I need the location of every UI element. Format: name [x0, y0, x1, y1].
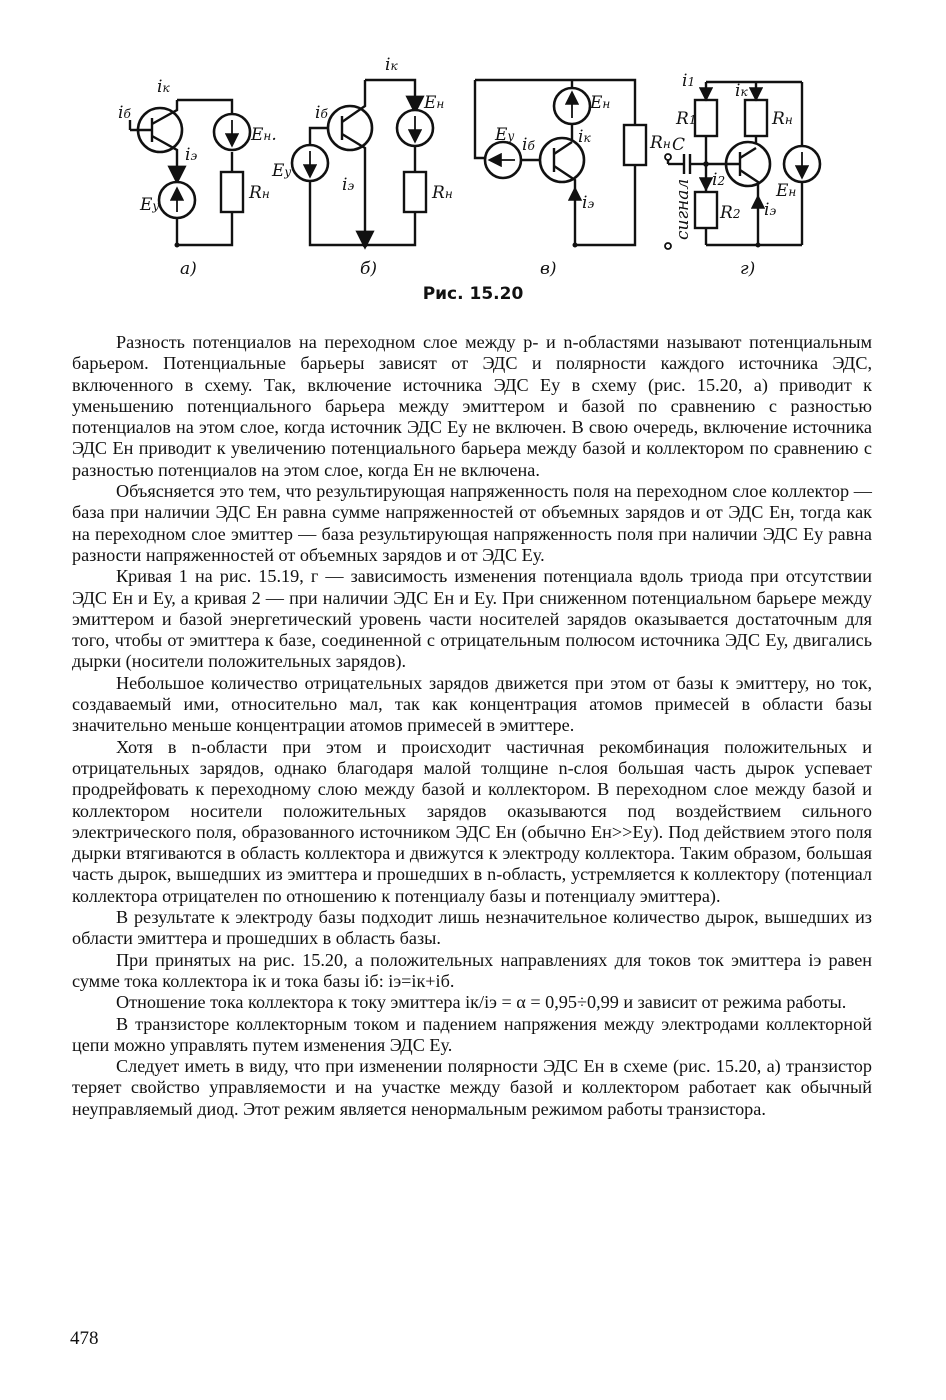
figure-15-20-circuits — [0, 0, 946, 290]
label-ik: iк — [385, 55, 398, 75]
paragraph: В результате к электроду базы подходит лишь незначительное количество дырок, вышедших из области эмиттера и прошедших в область базы. — [72, 907, 872, 949]
paragraph: Отношение тока коллектора к току эмиттера iк/iэ = α = 0,95÷0,99 и зависит от режима работы. — [116, 992, 847, 1013]
label-en: Eн — [590, 93, 611, 113]
label-en: Eн. — [251, 125, 277, 145]
panel-label-b: б) — [360, 259, 378, 279]
paragraph: Хотя в n-области при этом и происходит частичная рекомбинация положительных и отрицательных зарядов, однако благодаря малой толщине n-слоя большая часть дырок успевает продрейфовать к переходному слою между базой и коллектором. В переходном слое между базой и коллектором носители положительных зарядов оказываются под воздействием сильного электрического поля, образованного источником ЭДС Eн (обычно Eн>>Eу). Под действием этого поля дырки втягиваются в область коллектора и движутся к электроду коллектора. Таким образом, большая часть дырок, вышедших из эмиттера и прошедших в n-область, устремляется к коллектору (потенциал коллектора отрицателен по отношению к потенциалу базы и потенциалу эмиттера). — [72, 736, 872, 906]
label-en: Eн — [424, 93, 445, 113]
label-ib: iб — [522, 135, 535, 155]
label-signal: сигнал — [673, 178, 693, 240]
circuit-b — [271, 55, 453, 279]
label-ib: iб — [315, 103, 328, 123]
paragraph: Следует иметь в виду, что при изменении полярности ЭДС Eн в схеме (рис. 15.20, а) транзистор теряет свойство управляемости и на участке между базой и коллектором работает как обычный неуправляемый диод. Этот режим является ненормальным режимом работы транзистора. — [72, 1056, 872, 1119]
label-ib: iб — [118, 103, 131, 123]
paragraph: Кривая 1 на рис. 15.19, г — зависимость изменения потенциала вдоль триода при отсутствии ЭДС Eн и Eу, а кривая 2 — при наличии ЭДС Eн и Eу. При сниженном потенциальном барьере между эмиттером и базой энергетический уровень части носителей зарядов оказывается достаточным для того, чтобы от эмиттера к базе, соединенной с отрицательным полюсом источника ЭДС Eу, двигались дырки (носители положительных зарядов). — [72, 566, 872, 672]
label-rn: Rн — [432, 183, 453, 203]
circuit-d — [665, 71, 820, 279]
label-ik: iк — [735, 81, 748, 101]
paragraph: Разность потенциалов на переходном слое между p- и n-областями называют потенциальным барьером. Потенциальные барьеры зависят от ЭДС и полярности каждого источника ЭДС, включенного в схему. Так, включение источника ЭДС Eу в схему (рис. 15.20, а) приводит к уменьшению потенциального барьера между эмиттером и базой по сравнению с разностью потенциалов на этом слое, когда источник ЭДС Eу не включен. В свою очередь, включение источника ЭДС Eн приводит к увеличению потенциального барьера между базой и коллектором по сравнению с разностью потенциалов на этом слое, когда Eн не включена. — [72, 332, 872, 480]
label-ie: iэ — [764, 200, 777, 220]
label-i2: i2 — [712, 170, 726, 190]
label-r1: R1 — [676, 109, 697, 129]
label-ey: Eу — [495, 125, 515, 145]
label-ie: iэ — [185, 145, 198, 165]
label-ey: Eу — [140, 195, 160, 215]
label-i1: i1 — [682, 71, 696, 91]
label-en: Eн — [776, 181, 797, 201]
label-ey: Eу — [272, 161, 292, 181]
panel-label-d: г) — [740, 259, 756, 279]
paragraph: При принятых на рис. 15.20, а положительных направлениях для токов ток эмиттера iэ равен сумме тока коллектора iк и тока базы iб: iэ=iк+iб. — [72, 949, 872, 991]
label-ie: iэ — [582, 193, 595, 213]
panel-label-c: в) — [540, 259, 557, 279]
paragraph: Небольшое количество отрицательных зарядов движется при этом от базы к эмиттеру, но ток, создаваемый ими, относительно мал, так как концентрация атомов примесей в области базы значительно меньше концентрации атомов примесей в эмиттере. — [72, 672, 872, 736]
panel-label-a: а) — [180, 259, 197, 279]
body-text — [72, 332, 872, 1120]
circuit-a — [118, 77, 277, 279]
paragraph: В транзисторе коллекторным током и падением напряжения между электродами коллекторной цепи можно управлять путем изменения ЭДС Eу. — [72, 1013, 872, 1055]
label-rn: Rн — [772, 109, 793, 129]
label-r2: R2 — [720, 203, 741, 223]
label-rn: Rн — [249, 183, 270, 203]
label-rn: Rн — [650, 133, 671, 153]
circuit-c — [475, 80, 671, 279]
label-ik: iк — [157, 77, 170, 97]
figure-caption: Рис. 15.20 — [422, 284, 524, 304]
paragraph: Объясняется это тем, что результирующая напряженность поля на переходном слое коллектор — база при наличии ЭДС Eн равна сумме напряженностей от объемных зарядов и от ЭДС Eн, тогда как на переходном слое эмиттер — база результирующая напряженность поля при наличии ЭДС Eу равна разности напряженностей от объемных зарядов и от ЭДС Eу. — [72, 481, 872, 565]
label-ie: iэ — [342, 175, 355, 195]
page-number: 478 — [70, 1328, 99, 1349]
label-ik: iк — [578, 127, 591, 147]
label-c: C — [672, 135, 686, 155]
